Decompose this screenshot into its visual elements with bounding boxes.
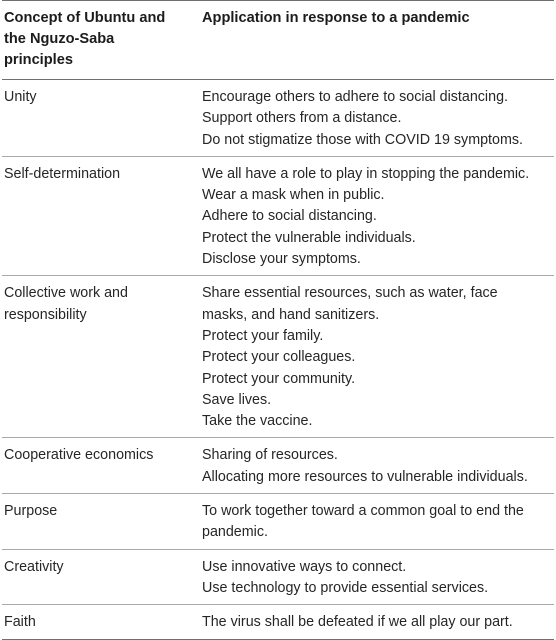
concept-text: Unity (4, 89, 37, 105)
application-cell (202, 283, 554, 432)
application-cell (202, 164, 554, 270)
application-text: Share essential resources, such as water, face (202, 285, 498, 302)
table-row (2, 605, 554, 638)
application-text: Allocating more resources to vulnerable individuals. (202, 468, 528, 485)
header-concept (2, 8, 202, 71)
table-row (2, 438, 554, 494)
concept-cell (2, 557, 202, 600)
application-text: masks, and hand sanitizers. (202, 306, 380, 323)
application-text: Protect your community. (202, 370, 356, 387)
application-text: Save lives. (202, 391, 272, 408)
concept-text: responsibility (4, 306, 87, 323)
application-text: Do not stigmatize those with COVID 19 symptoms. (202, 131, 524, 148)
application-text: pandemic. (202, 524, 268, 541)
concept-cell (2, 164, 202, 270)
concept-cell (2, 445, 202, 488)
table-row (2, 157, 554, 276)
concept-cell (2, 612, 202, 633)
concept-cell (2, 87, 202, 151)
application-text: Protect the vulnerable individuals. (202, 229, 416, 246)
application-text: Use technology to provide essential services. (202, 579, 489, 596)
table-row (2, 550, 554, 606)
application-text: Disclose your symptoms. (202, 251, 361, 268)
table-row (2, 276, 554, 438)
concept-text: Purpose (4, 503, 58, 520)
header-concept-line: the Nguzo-Saba (4, 31, 115, 47)
application-text: Take the vaccine. (202, 413, 313, 430)
concept-text: Faith (4, 614, 36, 631)
principles-table (2, 0, 554, 640)
concept-text: Collective work and (4, 285, 128, 302)
header-application (202, 8, 554, 71)
application-text: Sharing of resources. (202, 447, 338, 464)
application-cell (202, 501, 554, 544)
concept-cell (2, 283, 202, 432)
table-body (2, 80, 554, 639)
concept-text: Self-determination (4, 165, 121, 182)
header-application-line: Application in response to a pandemic (202, 10, 470, 26)
application-cell (202, 612, 554, 633)
table-header-row (2, 1, 554, 80)
application-text: Protect your colleagues. (202, 349, 356, 366)
application-text: Protect your family. (202, 327, 324, 344)
concept-text: Creativity (4, 558, 64, 575)
application-text: Wear a mask when in public. (202, 187, 385, 204)
application-cell (202, 557, 554, 600)
application-cell (202, 87, 554, 151)
application-text: Encourage others to adhere to social distancing. (202, 89, 508, 105)
header-concept-line: Concept of Ubuntu and (4, 10, 166, 26)
application-text: We all have a role to play in stopping the pandemic. (202, 165, 530, 182)
application-cell (202, 445, 554, 488)
application-text: Use innovative ways to connect. (202, 558, 407, 575)
concept-cell (2, 501, 202, 544)
application-text: To work together toward a common goal to end the (202, 503, 524, 520)
application-text: Support others from a distance. (202, 110, 402, 127)
application-text: Adhere to social distancing. (202, 208, 377, 225)
concept-text: Cooperative economics (4, 447, 154, 464)
table-row (2, 494, 554, 550)
header-concept-line: principles (4, 52, 73, 68)
application-text: The virus shall be defeated if we all play our part. (202, 614, 513, 631)
table-row (2, 80, 554, 157)
